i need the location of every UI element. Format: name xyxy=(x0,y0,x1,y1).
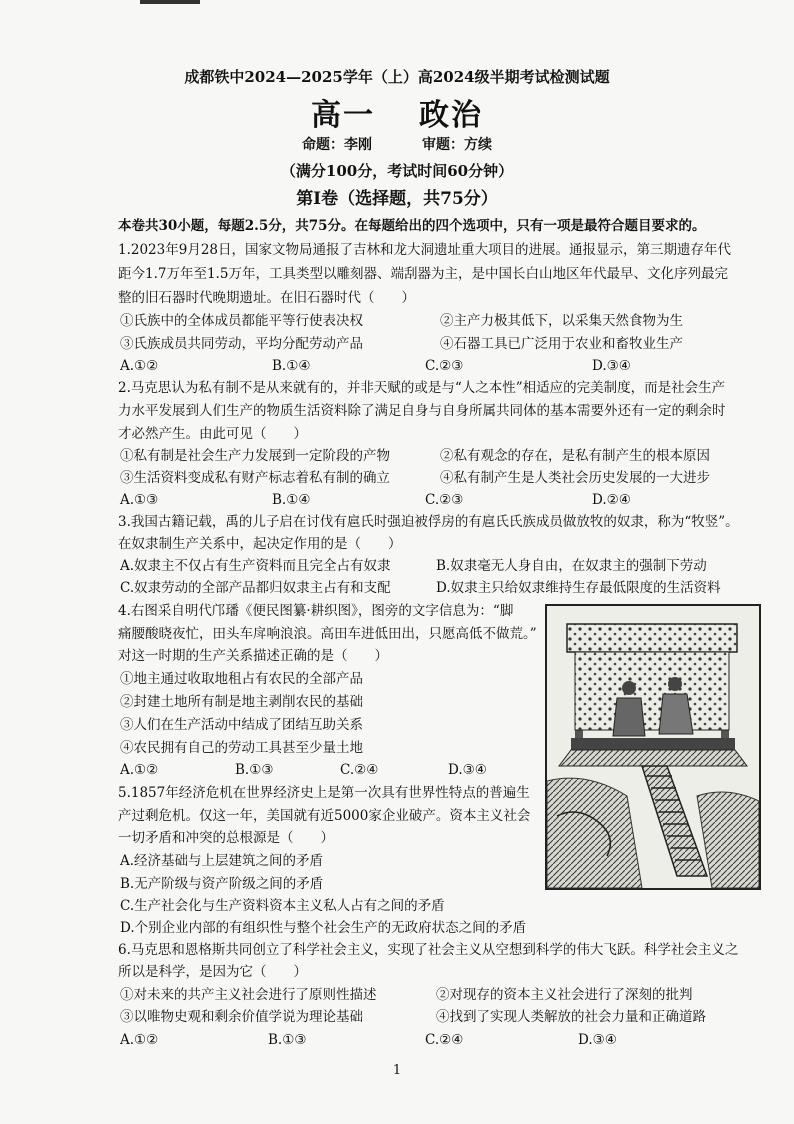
q1-statement-4: ④石器工具已广泛用于农业和畜牧业生产 xyxy=(440,336,683,352)
q6-statement-3: ③以唯物史观和剩余价值学说为理论基础 xyxy=(120,1009,363,1025)
exam-meta: （满分100分，考试时间60分钟） xyxy=(280,162,514,180)
q4-statement-1: ①地主通过收取地租占有农民的全部产品 xyxy=(120,671,363,687)
subject-label: 政治 xyxy=(419,98,483,133)
q1-option-d: D.③④ xyxy=(592,358,631,374)
q4-statement-4: ④农民拥有自己的劳动工具甚至少量土地 xyxy=(120,740,363,756)
exam-title: 成都铁中2024—2025学年（上）高2024级半期考试检测试题 xyxy=(184,68,610,86)
q2-statement-4: ④私有制产生是人类社会历史发展的一大进步 xyxy=(440,470,710,486)
q2-option-a: A.①③ xyxy=(120,492,159,508)
q6-option-b: B.①③ xyxy=(268,1032,307,1048)
q1-statement-2: ②主产力极其低下，以采集天然食物为生 xyxy=(440,313,683,329)
q2-stem-line2: 力水平发展到人们生产的物质生活资料除了满足自身与自身所属共同体的基本需要外还有一定的剩余时 xyxy=(118,403,726,419)
scan-mark xyxy=(140,0,200,4)
q2-stem-line3: 才必然产生。由此可见（ ） xyxy=(118,426,307,442)
q3-option-b: B.奴隶毫无人身自由，在奴隶主的强制下劳动 xyxy=(436,558,707,574)
q3-option-a: A.奴隶主不仅占有生产资料而且完全占有奴隶 xyxy=(120,558,391,574)
q6-stem-line2: 所以是科学，是因为它（ ） xyxy=(118,964,307,980)
q6-statement-1: ①对未来的共产主义社会进行了原则性描述 xyxy=(120,987,377,1003)
q4-stem-line1: 4.右图采自明代邝璠《便民图纂·耕织图》，图旁的文字信息为：“脚 xyxy=(118,603,514,619)
q5-stem-line1: 5.1857年经济危机在世界经济史上是第一次具有世界性特点的普遍生 xyxy=(118,785,530,801)
q3-option-c: C.奴隶劳动的全部产品都归奴隶主占有和支配 xyxy=(120,580,391,596)
q4-option-b: B.①③ xyxy=(235,762,274,778)
q4-statement-2: ②封建土地所有制是地主剥削农民的基础 xyxy=(120,694,363,710)
q6-stem-line1: 6.马克思和恩格斯共同创立了科学社会主义，实现了社会主义从空想到科学的伟大飞跃。科学社会主义之 xyxy=(118,942,739,958)
q1-stem-line3: 整的旧石器时代晚期遗址。在旧石器时代（ ） xyxy=(118,290,415,306)
illustration-drawing xyxy=(547,606,759,888)
q1-stem-line2: 距今1.7万年至1.5万年，工具类型以雕刻器、端刮器为主，是中国长白山地区年代最早、文化序列最完 xyxy=(118,266,728,282)
q1-option-a: A.①② xyxy=(120,358,159,374)
q5-stem-line3: 一切矛盾和冲突的总根源是（ ） xyxy=(118,830,334,846)
q4-option-a: A.①② xyxy=(120,762,159,778)
setter: 命题：李刚 xyxy=(302,137,372,153)
q2-stem-line1: 2.马克思认为私有制不是从来就有的，并非天赋的或是与“人之本性”相适应的完美制度，而是社会生产 xyxy=(118,380,726,396)
q4-stem-line3: 对这一时期的生产关系描述正确的是（ ） xyxy=(118,648,388,664)
reviewer: 审题：方续 xyxy=(422,137,492,153)
subject-title xyxy=(0,90,794,134)
q5-option-c: C.生产社会化与生产资料资本主义私人占有之间的矛盾 xyxy=(120,898,445,914)
q6-option-a: A.①② xyxy=(120,1032,159,1048)
q5-option-d: D.个别企业内部的有组织性与整个社会生产的无政府状态之间的矛盾 xyxy=(120,920,527,936)
q6-option-d: D.③④ xyxy=(578,1032,617,1048)
q1-stem-line1: 1.2023年9月28日，国家文物局通报了吉林和龙大洞遗址重大项目的进展。通报显示，第三期遗存年代 xyxy=(118,242,732,258)
q1-statement-1: ①氏族中的全体成员都能平等行使表决权 xyxy=(120,313,363,329)
q5-option-b: B.无产阶级与资产阶级之间的矛盾 xyxy=(120,876,324,892)
q4-stem-line2: 痛腰酸晓夜忙，田头车戽响浪浪。高田车进低田出，只愿高低不做荒。” xyxy=(118,626,537,642)
page-number: 1 xyxy=(392,1063,402,1078)
q1-statement-3: ③氏族成员共同劳动，平均分配劳动产品 xyxy=(120,336,363,352)
section-title: 第Ⅰ卷（选择题，共75分） xyxy=(296,189,498,209)
q6-option-c: C.②④ xyxy=(425,1032,464,1048)
q2-statement-1: ①私有制是社会生产力发展到一定阶段的产物 xyxy=(120,448,390,464)
q3-stem-line1: 3.我国古籍记载，禹的儿子启在讨伐有扈氏时强迫被俘房的有扈氏氏族成员做放牧的奴隶，称为“牧竖”。 xyxy=(118,514,739,530)
q2-option-c: C.②③ xyxy=(425,492,464,508)
q2-option-b: B.①④ xyxy=(272,492,311,508)
q2-statement-2: ②私有观念的存在，是私有制产生的根本原因 xyxy=(440,448,710,464)
q5-option-a: A.经济基础与上层建筑之间的矛盾 xyxy=(120,853,324,869)
q1-option-b: B.①④ xyxy=(272,358,311,374)
instructions: 本卷共30小题，每题2.5分，共75分。在每题给出的四个选项中，只有一项是最符合题目要求的。 xyxy=(118,218,706,234)
q6-statement-4: ④找到了实现人类解放的社会力量和正确道路 xyxy=(436,1009,706,1025)
authors-line xyxy=(0,134,794,154)
woodcut-illustration xyxy=(545,604,761,890)
q2-statement-3: ③生活资料变成私有财产标志着私有制的确立 xyxy=(120,470,390,486)
q1-option-c: C.②③ xyxy=(425,358,464,374)
q4-statement-3: ③人们在生产活动中结成了团结互助关系 xyxy=(120,717,363,733)
q4-option-d: D.③④ xyxy=(448,762,487,778)
q5-stem-line2: 产过剩危机。仅这一年，美国就有近5000家企业破产。资本主义社会 xyxy=(118,808,531,824)
q6-statement-2: ②对现存的资本主义社会进行了深刻的批判 xyxy=(436,987,693,1003)
grade-label: 高一 xyxy=(311,98,375,133)
q3-option-d: D.奴隶主只给奴隶维持生存最低限度的生活资料 xyxy=(436,580,721,596)
q4-option-c: C.②④ xyxy=(340,762,379,778)
q2-option-d: D.②④ xyxy=(592,492,631,508)
q3-stem-line2: 在奴隶制生产关系中，起决定作用的是（ ） xyxy=(118,536,402,552)
